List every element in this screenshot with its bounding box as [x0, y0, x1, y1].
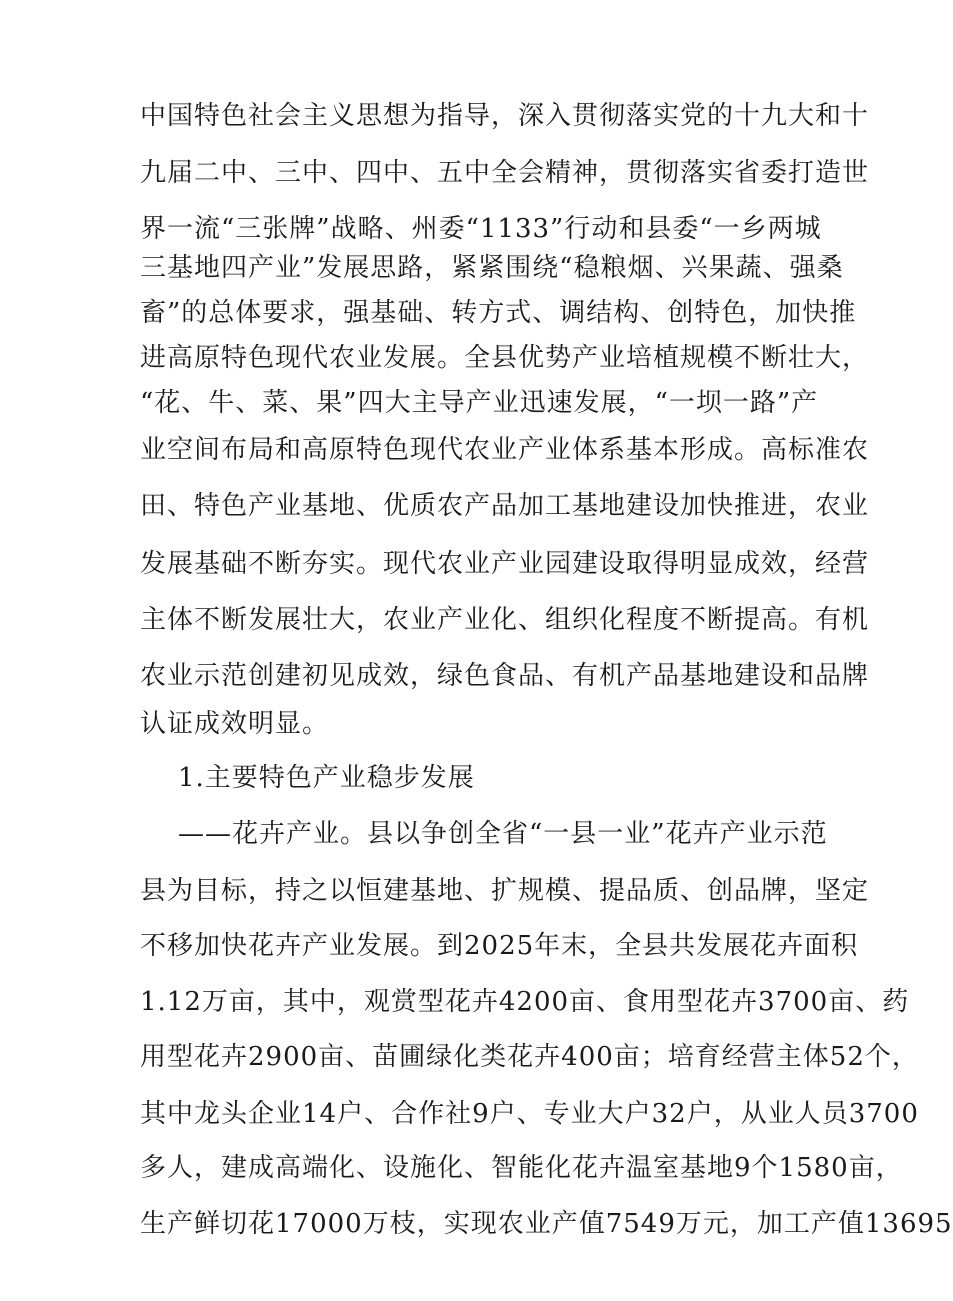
paragraph-line: 不移加快花卉产业发展。到2025年末，全县共发展花卉面积 — [140, 931, 859, 961]
paragraph-line: 认证成效明显。 — [140, 709, 330, 739]
paragraph-line: 用型花卉2900亩、苗圃绿化类花卉400亩；培育经营主体52个， — [140, 1042, 919, 1072]
paragraph-line: 进高原特色现代农业发展。全县优势产业培植规模不断壮大， — [140, 343, 870, 373]
paragraph-line: 业空间布局和高原特色现代农业产业体系基本形成。高标准农 — [140, 435, 870, 465]
paragraph-line: 农业示范创建初见成效，绿色食品、有机产品基地建设和品牌 — [140, 661, 870, 691]
paragraph-line: 县为目标，持之以恒建基地、扩规模、提品质、创品牌，坚定 — [140, 876, 870, 906]
paragraph-line: 九届二中、三中、四中、五中全会精神，贯彻落实省委打造世 — [140, 158, 870, 188]
paragraph-line: 田、特色产业基地、优质农产品加工基地建设加快推进，农业 — [140, 491, 870, 521]
paragraph-line: “花、牛、菜、果”四大主导产业迅速发展，“一坝一路”产 — [140, 388, 819, 418]
paragraph-line: 界一流“三张牌”战略、州委“1133”行动和县委“一乡两城 — [140, 214, 822, 244]
paragraph-line: 多人，建成高端化、设施化、智能化花卉温室基地9个1580亩， — [140, 1153, 903, 1183]
paragraph-line: 生产鲜切花17000万枝，实现农业产值7549万元，加工产值13695 — [140, 1209, 953, 1239]
paragraph-line: 中国特色社会主义思想为指导，深入贯彻落实党的十九大和十 — [140, 101, 870, 131]
paragraph-line: 其中龙头企业14户、合作社9户、专业大户32户，从业人员3700 — [140, 1099, 919, 1129]
paragraph-line: 1.12万亩，其中，观赏型花卉4200亩、食用型花卉3700亩、药 — [140, 987, 910, 1017]
paragraph-line: 主体不断发展壮大，农业产业化、组织化程度不断提高。有机 — [140, 605, 870, 635]
section-heading: 1.主要特色产业稳步发展 — [178, 763, 475, 793]
paragraph-line: 三基地四产业”发展思路，紧紧围绕“稳粮烟、兴果蔬、强桑 — [140, 253, 844, 283]
paragraph-line: 发展基础不断夯实。现代农业产业园建设取得明显成效，经营 — [140, 549, 870, 579]
paragraph-line: ——花卉产业。县以争创全省“一县一业”花卉产业示范 — [178, 819, 828, 849]
paragraph-line: 畜”的总体要求，强基础、转方式、调结构、创特色，加快推 — [140, 298, 857, 328]
